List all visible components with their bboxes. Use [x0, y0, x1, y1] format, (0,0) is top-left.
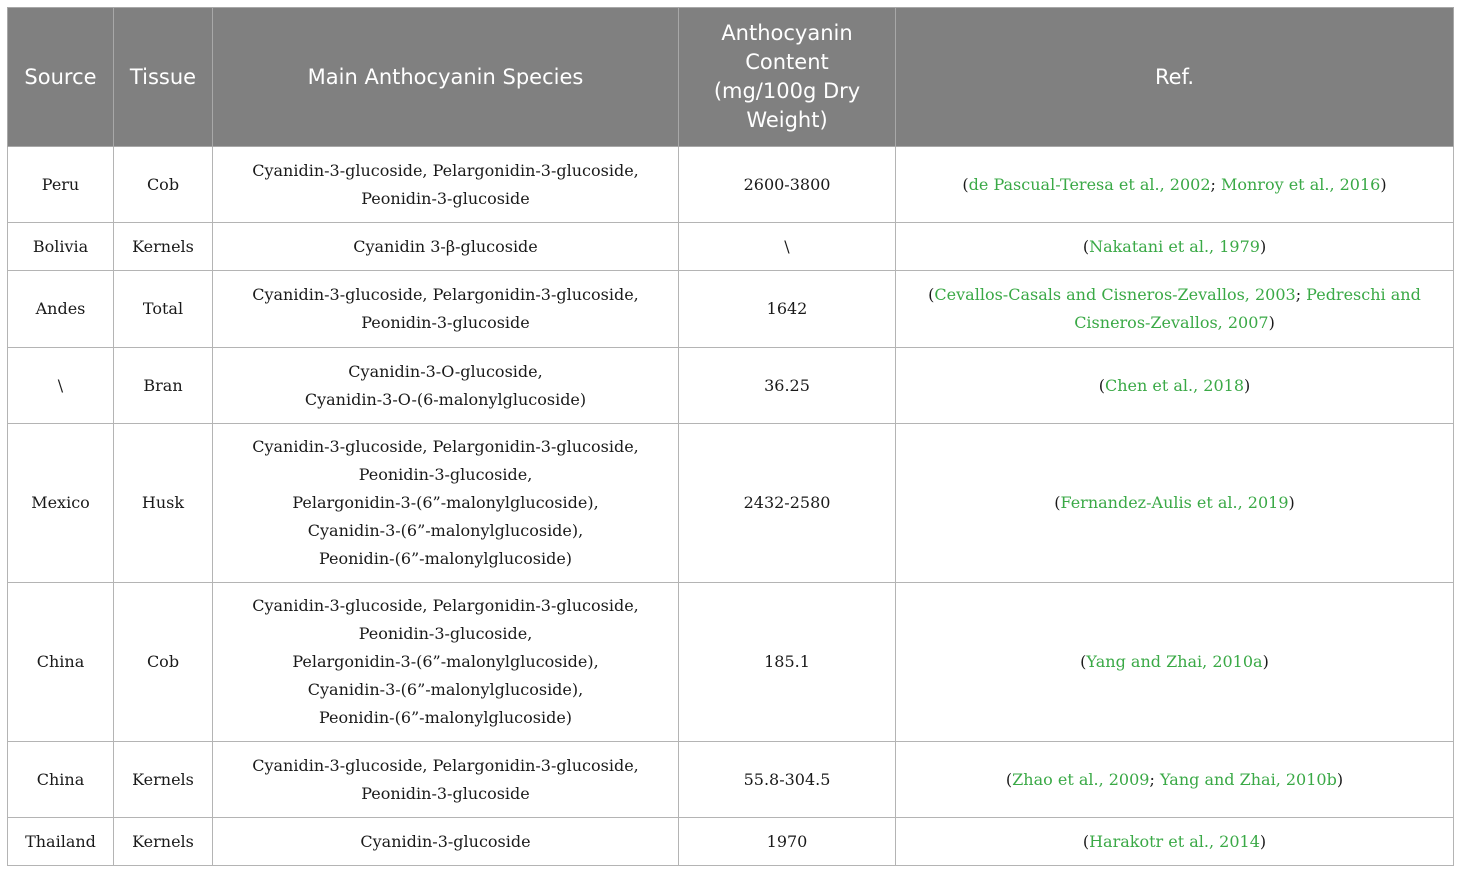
cell-source: Bolivia — [8, 223, 114, 271]
species-line: Peonidin-3-glucoside, — [358, 624, 533, 643]
ref-open-paren: ( — [1098, 375, 1105, 395]
cell-tissue: Kernels — [114, 742, 213, 818]
cell-source: Peru — [8, 147, 114, 223]
table-container — [7, 7, 1454, 866]
cell-content: 1642 — [679, 271, 896, 348]
species-line: Cyanidin 3-β-glucoside — [353, 236, 538, 256]
ref-close-paren: ) — [1259, 831, 1267, 851]
table-row — [8, 223, 1454, 271]
ref-link[interactable]: Pedreschi and — [1306, 285, 1421, 304]
cell-source: Mexico — [8, 424, 114, 583]
table-row — [8, 271, 1454, 348]
cell-ref — [896, 147, 1454, 223]
header-tissue: Tissue — [114, 8, 213, 147]
header-content-line: (mg/100g Dry — [713, 79, 861, 103]
table-row — [8, 583, 1454, 742]
ref-link[interactable]: Harakotr et al., 2014 — [1089, 831, 1260, 851]
cell-content: 36.25 — [679, 348, 896, 424]
table-row — [8, 742, 1454, 818]
header-species: Main Anthocyanin Species — [213, 8, 679, 147]
ref-close-paren: ) — [1336, 769, 1344, 789]
species-line: Cyanidin-3-glucoside, Pelargonidin-3-glucoside, — [252, 285, 639, 304]
header-ref: Ref. — [896, 8, 1454, 147]
cell-content: 2432-2580 — [679, 424, 896, 583]
header-content — [679, 8, 896, 147]
cell-species — [213, 223, 679, 271]
ref-close-paren: ) — [1262, 652, 1269, 671]
table-row — [8, 348, 1454, 424]
cell-content: 1970 — [679, 818, 896, 866]
cell-species — [213, 742, 679, 818]
ref-open-paren: ( — [1054, 493, 1061, 512]
cell-species — [213, 424, 679, 583]
header-content-line: Weight) — [746, 108, 828, 132]
cell-source: \ — [8, 348, 114, 424]
species-line: Pelargonidin-3-(6”-malonylglucoside), — [292, 493, 599, 512]
cell-ref — [896, 271, 1454, 348]
cell-source: China — [8, 583, 114, 742]
ref-close-paren: ) — [1259, 236, 1267, 256]
species-line: Peonidin-3-glucoside — [361, 313, 530, 332]
cell-species — [213, 583, 679, 742]
ref-separator: ; — [1295, 285, 1307, 304]
species-line: Cyanidin-3-glucoside, Pelargonidin-3-glucoside, — [252, 437, 639, 456]
ref-separator: ; — [1149, 769, 1160, 789]
cell-ref — [896, 742, 1454, 818]
species-line: Peonidin-3-glucoside, — [358, 465, 533, 484]
species-line: Cyanidin-3-glucoside — [360, 831, 531, 851]
species-line: Cyanidin-3-glucoside, Pelargonidin-3-glucoside, — [252, 160, 639, 180]
cell-content: \ — [679, 223, 896, 271]
table-row — [8, 147, 1454, 223]
ref-close-paren: ) — [1380, 174, 1387, 194]
ref-open-paren: ( — [1082, 831, 1090, 851]
species-line: Cyanidin-3-glucoside, Pelargonidin-3-glucoside, — [252, 596, 639, 615]
ref-link[interactable]: Nakatani et al., 1979 — [1089, 236, 1260, 256]
ref-close-paren: ) — [1244, 375, 1251, 395]
ref-link[interactable]: Fernandez-Aulis et al., 2019 — [1060, 493, 1289, 512]
ref-link[interactable]: Cevallos-Casals and Cisneros-Zevallos, 2003 — [934, 285, 1296, 304]
species-line: Cyanidin-3-(6”-malonylglucoside), — [307, 521, 584, 540]
ref-close-paren: ) — [1268, 313, 1275, 332]
cell-content: 185.1 — [679, 583, 896, 742]
ref-separator: ; — [1210, 174, 1221, 194]
ref-link[interactable]: de Pascual-Teresa et al., 2002 — [968, 174, 1211, 194]
cell-tissue: Bran — [114, 348, 213, 424]
species-line: Peonidin-(6”-malonylglucoside) — [318, 708, 573, 727]
table-row — [8, 424, 1454, 583]
ref-link[interactable]: Cisneros-Zevallos, 2007 — [1074, 313, 1269, 332]
species-line: Peonidin-(6”-malonylglucoside) — [318, 549, 573, 568]
header-content-line: Anthocyanin — [721, 21, 853, 45]
cell-tissue: Total — [114, 271, 213, 348]
table-header — [8, 8, 1454, 147]
species-line: Peonidin-3-glucoside — [361, 188, 530, 208]
species-line: Cyanidin-3-O-glucoside, — [348, 361, 543, 381]
ref-close-paren: ) — [1288, 493, 1295, 512]
species-line: Cyanidin-3-glucoside, Pelargonidin-3-glucoside, — [252, 755, 639, 775]
ref-open-paren: ( — [1082, 236, 1090, 256]
cell-source: Andes — [8, 271, 114, 348]
cell-tissue: Husk — [114, 424, 213, 583]
ref-link[interactable]: Yang and Zhai, 2010a — [1086, 652, 1263, 671]
ref-link[interactable]: Zhao et al., 2009 — [1012, 769, 1150, 789]
cell-tissue: Cob — [114, 583, 213, 742]
species-line: Peonidin-3-glucoside — [361, 783, 530, 803]
cell-tissue: Kernels — [114, 818, 213, 866]
ref-link[interactable]: Monroy et al., 2016 — [1220, 174, 1381, 194]
table-body — [8, 147, 1454, 866]
species-line: Pelargonidin-3-(6”-malonylglucoside), — [292, 652, 599, 671]
ref-open-paren: ( — [962, 174, 969, 194]
cell-species — [213, 271, 679, 348]
cell-species — [213, 348, 679, 424]
cell-content: 2600-3800 — [679, 147, 896, 223]
anthocyanin-table — [7, 7, 1454, 866]
cell-source: Thailand — [8, 818, 114, 866]
cell-ref — [896, 583, 1454, 742]
ref-link[interactable]: Yang and Zhai, 2010b — [1159, 769, 1337, 789]
header-row — [8, 8, 1454, 147]
cell-ref — [896, 223, 1454, 271]
species-line: Cyanidin-3-O-(6-malonylglucoside) — [304, 389, 587, 409]
cell-tissue: Cob — [114, 147, 213, 223]
header-source: Source — [8, 8, 114, 147]
ref-open-paren: ( — [1080, 652, 1087, 671]
cell-ref — [896, 348, 1454, 424]
ref-open-paren: ( — [928, 285, 935, 304]
ref-link[interactable]: Chen et al., 2018 — [1104, 375, 1245, 395]
header-content-line: Content — [745, 50, 829, 74]
table-row — [8, 818, 1454, 866]
species-line: Cyanidin-3-(6”-malonylglucoside), — [307, 680, 584, 699]
cell-species — [213, 147, 679, 223]
cell-source: China — [8, 742, 114, 818]
cell-tissue: Kernels — [114, 223, 213, 271]
cell-content: 55.8-304.5 — [679, 742, 896, 818]
cell-ref — [896, 818, 1454, 866]
ref-open-paren: ( — [1005, 769, 1013, 789]
cell-ref — [896, 424, 1454, 583]
cell-species — [213, 818, 679, 866]
